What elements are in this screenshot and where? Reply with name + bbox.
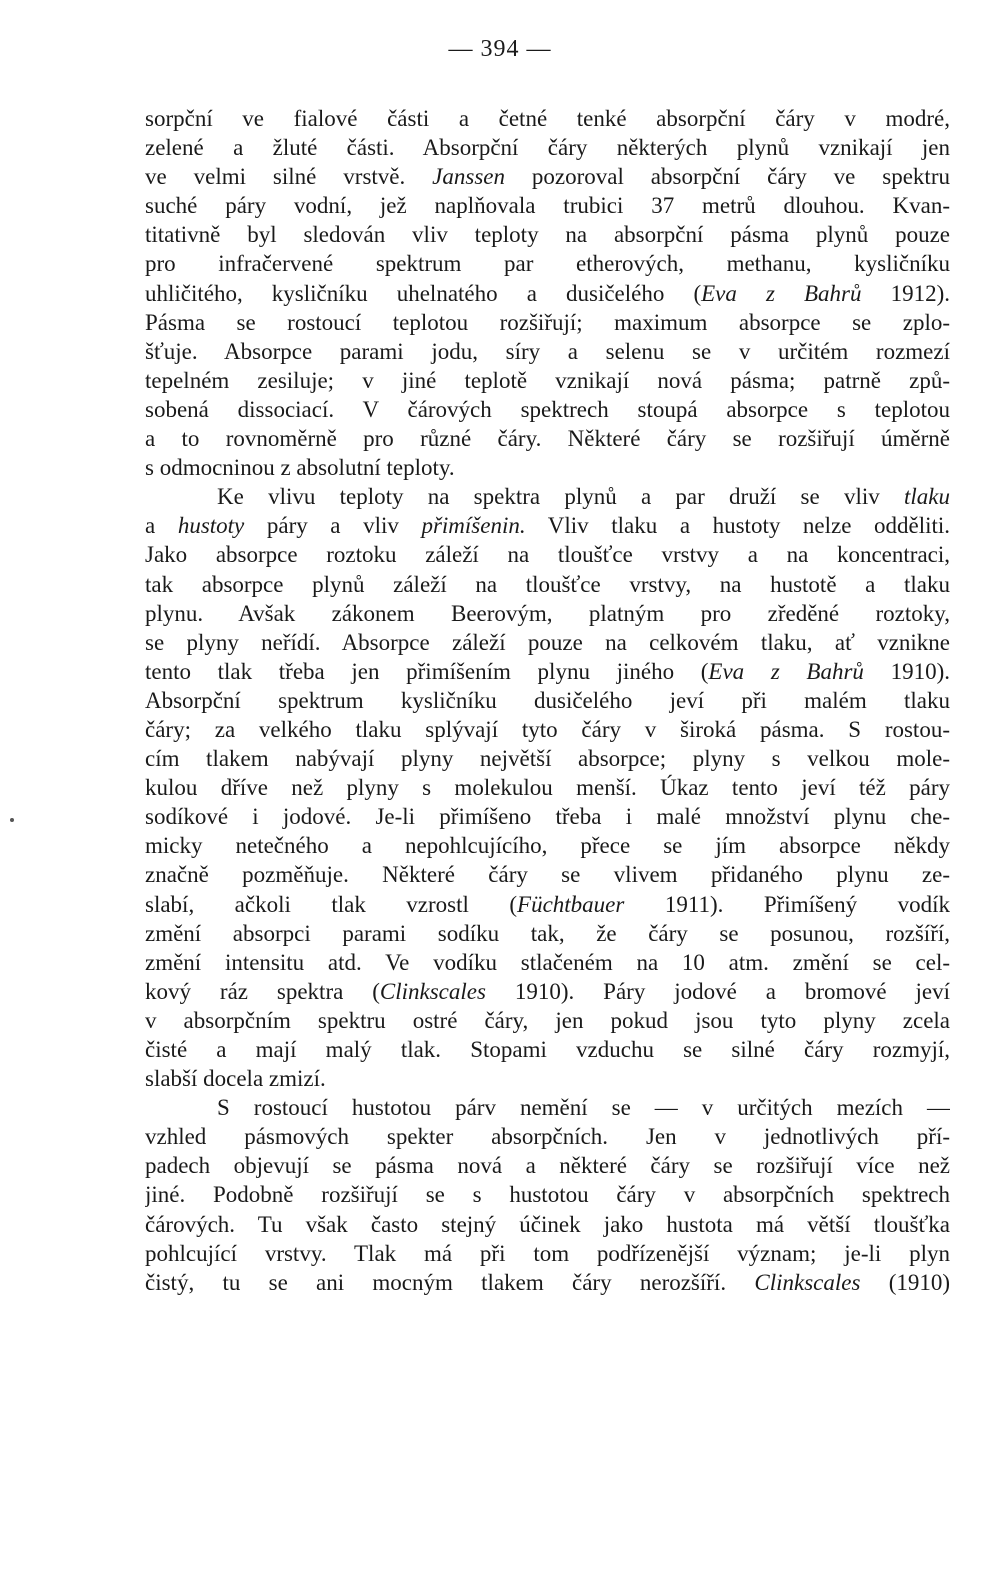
text-line [145, 133, 950, 162]
margin-mark [10, 818, 14, 822]
text-line [145, 249, 950, 278]
text-line [145, 715, 950, 744]
text-run: kový ráz spektra ( [145, 978, 380, 1004]
text-line [145, 162, 950, 191]
text-line [145, 279, 950, 308]
text-run: padech objevují se pásma nová a některé čáry se rozšiřují více než [145, 1153, 950, 1179]
text-run: Vliv tlaku a hustoty nelze odděliti. [547, 513, 950, 539]
text-line [145, 977, 950, 1006]
text-run: slabí, ačkoli tlak vzrostl ( [145, 891, 518, 917]
text-line [145, 1210, 950, 1239]
text-line [145, 628, 950, 657]
text-line [145, 948, 950, 977]
text-run: se plyny neřídí. Absorpce záleží pouze na celkovém tlaku, ať vznikne [145, 629, 950, 655]
text-run: šťuje. Absorpce parami jodu, síry a selenu se v určitém rozmezí [145, 338, 950, 364]
text-line [145, 919, 950, 948]
text-line [145, 1006, 950, 1035]
text-run: změní absorpci parami sodíku tak, že čáry se posunou, rozšíří, [145, 920, 950, 946]
text-line [145, 191, 950, 220]
text-run: tepelném zesiluje; v jiné teplotě vznikají nová pásma; patrně způ- [145, 367, 950, 393]
text-run: (1910) [888, 1269, 950, 1295]
text-run: zelené a žluté části. Absorpční čáry některých plynů vznikají jen [145, 135, 950, 161]
text-run: čistý, tu se ani mocným tlakem čáry nerozšíří. [145, 1269, 727, 1295]
text-run: Jako absorpce roztoku záleží na tloušťce vrstvy a na koncentraci, [145, 542, 950, 568]
text-run: změní intensitu atd. Ve vodíku stlačeném na 10 atm. změní se cel- [145, 949, 950, 975]
text-line [145, 104, 950, 133]
italic-citation: Eva z Bahrů [708, 658, 864, 684]
text-run: čisté a mají malý tlak. Stopami vzduchu se silné čáry rozmyjí, [145, 1037, 950, 1062]
text-run: sobená dissociací. V čárových spektrech stoupá absorpce s teplotou [145, 396, 950, 422]
text-line [145, 366, 950, 395]
italic-citation: Eva z Bahrů [701, 280, 862, 306]
text-line [145, 482, 950, 511]
italic-citation: Janssen [432, 164, 505, 190]
text-line [145, 1035, 950, 1064]
text-line [145, 1268, 950, 1297]
text-line [145, 1180, 950, 1209]
text-run: ve velmi silné vrstvě. [145, 164, 406, 190]
text-run: pozoroval absorpční čáry ve spektru [531, 164, 950, 190]
text-run: sorpční ve fialové části a četné tenké absorpční čáry v modré, [145, 106, 950, 131]
text-run: tak absorpce plynů záleží na tloušťce vrstvy, na hustotě a tlaku [145, 571, 950, 597]
text-line [145, 511, 950, 540]
text-run: 1911). Přimíšený vodík [664, 891, 950, 917]
text-line [145, 744, 950, 773]
text-run: značně pozměňuje. Některé čáry se vlivem přidaného plynu ze- [145, 862, 950, 888]
text-run: titativně byl sledován vliv teploty na absorpční pásma plynů pouze [145, 222, 950, 248]
italic-citation: tlaku [904, 484, 950, 510]
text-line [145, 337, 950, 366]
page-number: — 394 — [448, 36, 552, 62]
text-run: s odmocninou z absolutní teploty. [145, 455, 455, 481]
text-run: suché páry vodní, jež naplňovala trubici 37 metrů dlouhou. Kvan- [145, 193, 950, 219]
text-run: kulou dříve než plyny s molekulou menší. Úkaz tento jeví též páry [145, 775, 950, 801]
text-run: pro infračervené spektrum par etherových, methanu, kysličníku [145, 251, 950, 277]
text-line [145, 1151, 950, 1180]
italic-citation: Clinkscales [754, 1269, 861, 1295]
text-run: Pásma se rostoucí teplotou rozšiřují; maximum absorpce se zplo- [145, 309, 950, 335]
text-run: pohlcující vrstvy. Tlak má při tom podřízenější význam; je-li plyn [145, 1240, 950, 1266]
text-run: Absorpční spektrum kysličníku dusičelého jeví při malém tlaku [145, 687, 950, 713]
text-line [145, 802, 950, 831]
text-run: jiné. Podobně rozšiřují se s hustotou čáry v absorpčních spektrech [145, 1182, 950, 1208]
text-run: Ke vlivu teploty na spektra plynů a par druží se vliv [217, 484, 880, 510]
italic-citation: Clinkscales [379, 978, 486, 1004]
text-run: S rostoucí hustotou párv nemění se — v určitých mezích — [217, 1095, 950, 1121]
text-run: 1910). Páry jodové a bromové jeví [514, 978, 950, 1004]
text-run: uhličitého, kysličníku uhelnatého a dusičelého ( [145, 280, 702, 306]
text-run: cím tlakem nabývají plyny největší absorpce; plyny s velkou mole- [145, 746, 950, 772]
text-line [145, 1064, 950, 1093]
text-line [145, 453, 950, 482]
text-run: a [145, 513, 156, 539]
italic-citation: hustoty [177, 513, 245, 539]
text-run: a to rovnoměrně pro různé čáry. Některé čáry se rozšiřují úměrně [145, 426, 950, 452]
text-line [145, 773, 950, 802]
text-line [145, 220, 950, 249]
text-line [145, 831, 950, 860]
text-line [145, 540, 950, 569]
text-line [145, 1122, 950, 1151]
text-run: čáry; za velkého tlaku splývají tyto čáry v široká pásma. S rostou- [145, 716, 950, 742]
text-line [145, 1239, 950, 1268]
text-run: 1912). [890, 280, 950, 306]
italic-citation: přimíšenin. [421, 513, 526, 539]
italic-citation: Füchtbauer [517, 891, 625, 917]
text-run: slabší docela zmizí. [145, 1066, 326, 1092]
text-line [145, 1093, 950, 1122]
text-line [145, 395, 950, 424]
text-run: v absorpčním spektru ostré čáry, jen pokud jsou tyto plyny zcela [145, 1007, 950, 1033]
body-text [145, 104, 950, 1297]
text-run: 1910). [890, 658, 950, 684]
text-run: čárových. Tu však často stejný účinek jako hustota má větší tloušťka [145, 1211, 950, 1237]
text-run: micky netečného a nepohlcujícího, přece se jím absorpce někdy [145, 833, 950, 859]
text-run: vzhled pásmových spekter absorpčních. Jen v jednotlivých pří- [145, 1124, 950, 1150]
text-line [145, 657, 950, 686]
text-line [145, 890, 950, 919]
text-run: plynu. Avšak zákonem Beerovým, platným pro zředěné roztoky, [145, 600, 950, 626]
text-run: sodíkové i jodové. Je-li přimíšeno třeba i malé množství plynu che- [145, 804, 950, 830]
text-line [145, 686, 950, 715]
text-line [145, 599, 950, 628]
text-line [145, 860, 950, 889]
text-run: tento tlak třeba jen přimíšením plynu jiného ( [145, 658, 709, 684]
text-run: páry a vliv [266, 513, 399, 539]
text-line [145, 424, 950, 453]
text-line [145, 308, 950, 337]
text-line [145, 570, 950, 599]
